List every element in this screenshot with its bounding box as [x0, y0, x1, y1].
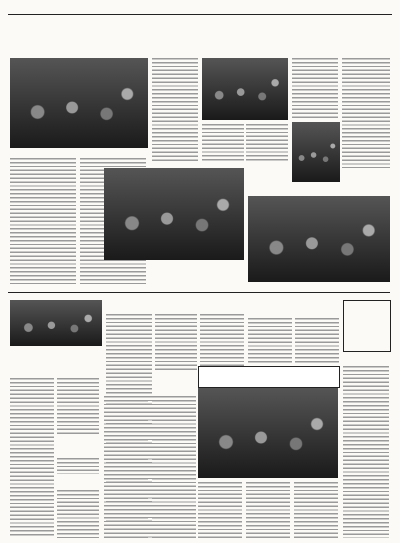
photo-children-playing [104, 168, 244, 260]
article-column [248, 318, 292, 364]
snackhoek-banner [198, 366, 340, 388]
article-column [152, 58, 198, 162]
article-column [104, 396, 148, 538]
advert-box [343, 300, 391, 352]
photo-snackbar [198, 388, 338, 478]
article-column [295, 318, 339, 364]
article-column [294, 482, 338, 538]
article-column [246, 124, 288, 162]
article-column [57, 490, 99, 538]
photo-children-group [10, 58, 148, 148]
article-column [200, 314, 244, 372]
article-column [343, 366, 389, 538]
photo-playroom [202, 58, 288, 120]
photo-malukman-group [248, 196, 390, 282]
article-column [198, 482, 242, 538]
article-column [292, 58, 338, 120]
article-column [202, 124, 244, 162]
article-column [57, 378, 99, 434]
page-header [8, 2, 392, 15]
article-column [10, 158, 76, 286]
photo-reception [292, 122, 340, 182]
article-column [152, 396, 196, 538]
article-column [57, 458, 99, 474]
article-column [155, 314, 197, 372]
article-column [342, 58, 390, 168]
photo-first-aid [10, 300, 102, 346]
article-column [246, 482, 290, 538]
section-divider [8, 292, 390, 293]
article-column [10, 378, 54, 538]
